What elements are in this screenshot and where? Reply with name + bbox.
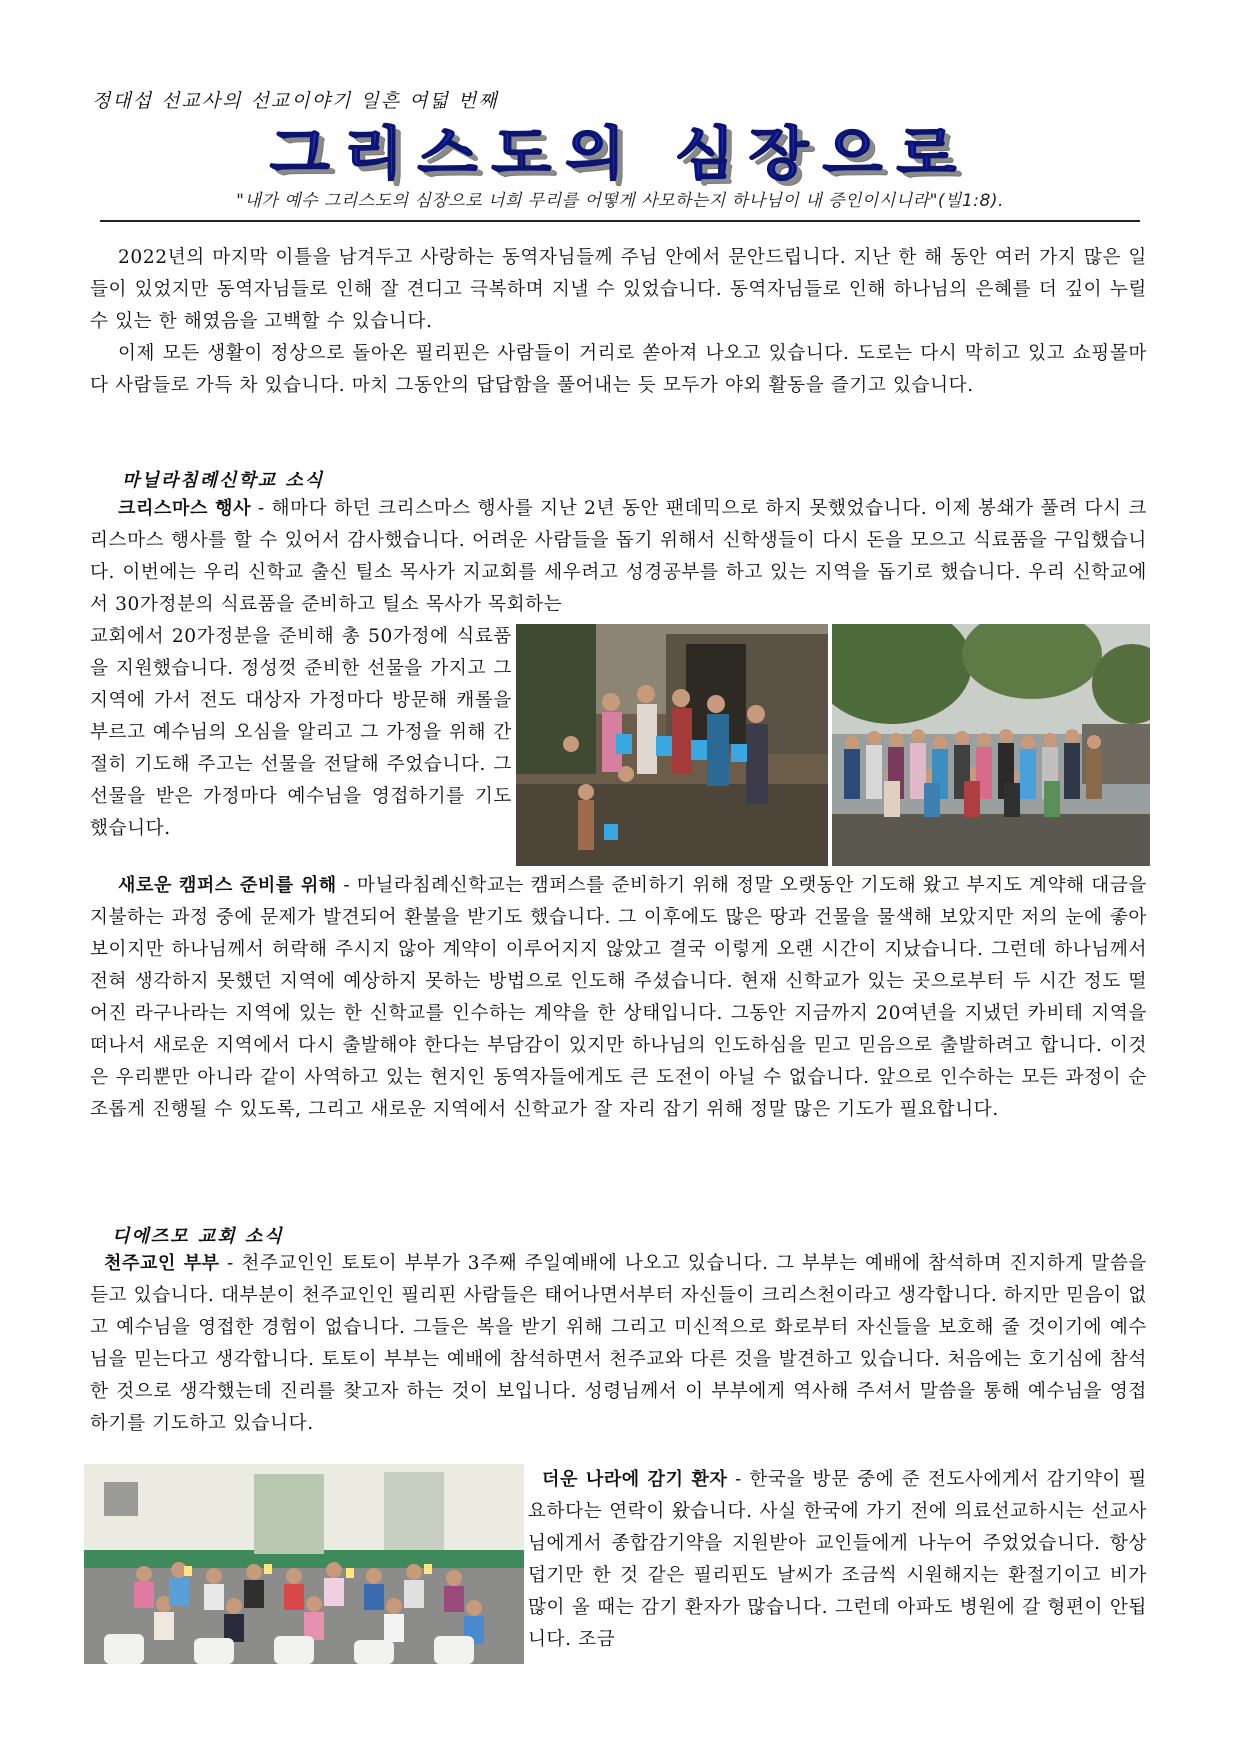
- series-line: 정대섭 선교사의 선교이야기 일흔 여덟 번째: [92, 90, 499, 112]
- scripture-verse: "내가 예수 그리스도의 심장으로 너희 무리를 어떻게 사모하는지 하나님이 내 증인이시니라"(빌1:8).: [236, 191, 1004, 211]
- catholic-paragraph: [90, 1248, 1147, 1440]
- christmas-gift-photo: [516, 624, 828, 866]
- section-heading-seminary: 마닐라침례신학교 소식: [122, 470, 325, 491]
- christmas-group-photo: [832, 624, 1150, 866]
- title-banner: [0, 104, 1240, 187]
- page-title: 그리스도의 심장으로: [269, 119, 971, 187]
- cold-text: - 한국을 방문 중에 준 전도사에게서 감기약이 필요하다는 연락이 왔습니다. 사실 한국에 가기 전에 의료선교하시는 선교사님에게서 종합감기약을 지원받아 교인들에게 나누어 주었었습니다. 항상 덥기만 한 것 같은 필리핀도 날씨가 조금씩 시원해지는 환절기이고 비가 많이 올 때는 감기 환자가 많습니다. 그런데 아파도 병원에 갈 형편이 안됩니다. 조금: [528, 1469, 1147, 1650]
- campus-text: - 마닐라침례신학교는 캠퍼스를 준비하기 위해 정말 오랫동안 기도해 왔고 부지도 계약해 대금을 지불하는 과정 중에 문제가 발견되어 환불을 받기도 했습니다. 그 이후에도 많은 땅과 건물을 물색해 보았지만 저의 눈에 좋아 보이지만 하나님께서 허락해 주시지 않아 계약이 이루어지지 않았고 결국 이렇게 오랜 시간이 지났습니다. 그런데 하나님께서 전혀 생각하지 못했던 지역에 예상하지 못하는 방법으로 인도해 주셨습니다. 현재 신학교가 있는 곳으로부터 두 시간 정도 떨어진 라구나라는 지역에 있는 한 신학교를 인수하는 계약을 한 상태입니다. 그동안 지금까지 20여년을 지냈던 카비테 지역을 떠나서 새로운 지역에서 다시 출발해야 한다는 부담감이 있지만 하나님의 인도하심을 믿고 믿음으로 출발하려고 합니다. 이것은 우리뿐만 아니라 같이 사역하고 있는 현지인 동역자들에게도 큰 도전이 아닐 수 없습니다. 앞으로 인수하는 모든 과정이 순조롭게 진행될 수 있도록, 그리고 새로운 지역에서 신학교가 잘 자리 잡기 위해 정말 많은 기도가 필요합니다.: [90, 875, 1148, 1120]
- catholic-text: - 천주교인인 토토이 부부가 3주째 주일예배에 나오고 있습니다. 그 부부는 예배에 참석하며 진지하게 말씀을 듣고 있습니다. 대부분이 천주교인인 필리핀 사람들은 태어나면서부터 자신들이 크리스천이라고 생각합니다. 하지만 믿음이 없고 예수님을 영접한 경험이 없습니다. 그들은 복을 받기 위해 그리고 미신적으로 화로부터 자신들을 보호해 줄 것이기에 예수님을 믿는다고 생각합니다. 토토이 부부는 예배에 참석하면서 천주교와 다른 것을 발견하고 있습니다. 처음에는 호기심에 참석한 것으로 생각했는데 진리를 찾고자 하는 것이 보입니다. 성령님께서 이 부부에게 역사해 주셔서 말씀을 통해 예수님을 영접하기를 기도하고 있습니다.: [90, 1253, 1147, 1434]
- cold-lead: 더운 나라에 감기 환자: [542, 1469, 728, 1490]
- christmas-paragraph-side: 교회에서 20가정분을 준비해 총 50가정에 식료품을 지원했습니다. 정성껏 준비한 선물을 가지고 그 지역에 가서 전도 대상자 가정마다 방문해 캐롤을 부르고 예수님의 오심을 알리고 그 가정을 위해 간절히 기도해 주고는 선물을 전달해 주었습니다. 그 선물을 받은 가정마다 예수님을 영접하기를 기도했습니다.: [90, 626, 512, 839]
- catholic-lead: 천주교인 부부: [104, 1253, 220, 1274]
- christmas-lead: 크리스마스 행사: [118, 498, 252, 519]
- church-service-photo: [84, 1464, 524, 1664]
- header-divider: [100, 220, 1140, 222]
- campus-lead: 새로운 캠퍼스 준비를 위해: [118, 875, 337, 896]
- intro-section: [90, 242, 1147, 402]
- intro-paragraph-2: 이제 모든 생활이 정상으로 돌아온 필리핀은 사람들이 거리로 쏟아져 나오고 있습니다. 도로는 다시 막히고 있고 쇼핑몰마다 사람들로 가득 차 있습니다. 마치 그동안의 답답함을 풀어내는 듯 모두가 야외 활동을 즐기고 있습니다.: [90, 343, 1147, 396]
- christmas-text: - 해마다 하던 크리스마스 행사를 지난 2년 동안 팬데믹으로 하지 못했었습니다. 이제 봉쇄가 풀려 다시 크리스마스 행사를 할 수 있어서 감사했습니다. 어려운 사람들을 돕기 위해서 신학생들이 다시 돈을 모으고 식료품을 구입했습니다. 이번에는 우리 신학교 출신 틸소 목사가 지교회를 세우려고 성경공부를 하고 있는 지역을 돕기로 했습니다. 우리 신학교에서 30가정분의 식료품을 준비하고 틸소 목사가 목회하는: [90, 498, 1147, 615]
- intro-paragraph-1: 2022년의 마지막 이틀을 남겨두고 사랑하는 동역자님들께 주님 안에서 문안드립니다. 지난 한 해 동안 여러 가지 많은 일들이 있었지만 동역자님들로 인해 잘 견디고 극복하며 지낼 수 있었습니다. 동역자님들로 인해 하나님의 은혜를 더 깊이 누릴 수 있는 한 해였음을 고백할 수 있습니다.: [90, 247, 1147, 332]
- campus-paragraph: [90, 870, 1147, 1126]
- christmas-paragraph-top: [90, 493, 1147, 621]
- section-heading-church: 디에즈모 교회 소식: [112, 1226, 284, 1247]
- cold-paragraph: [528, 1464, 1147, 1656]
